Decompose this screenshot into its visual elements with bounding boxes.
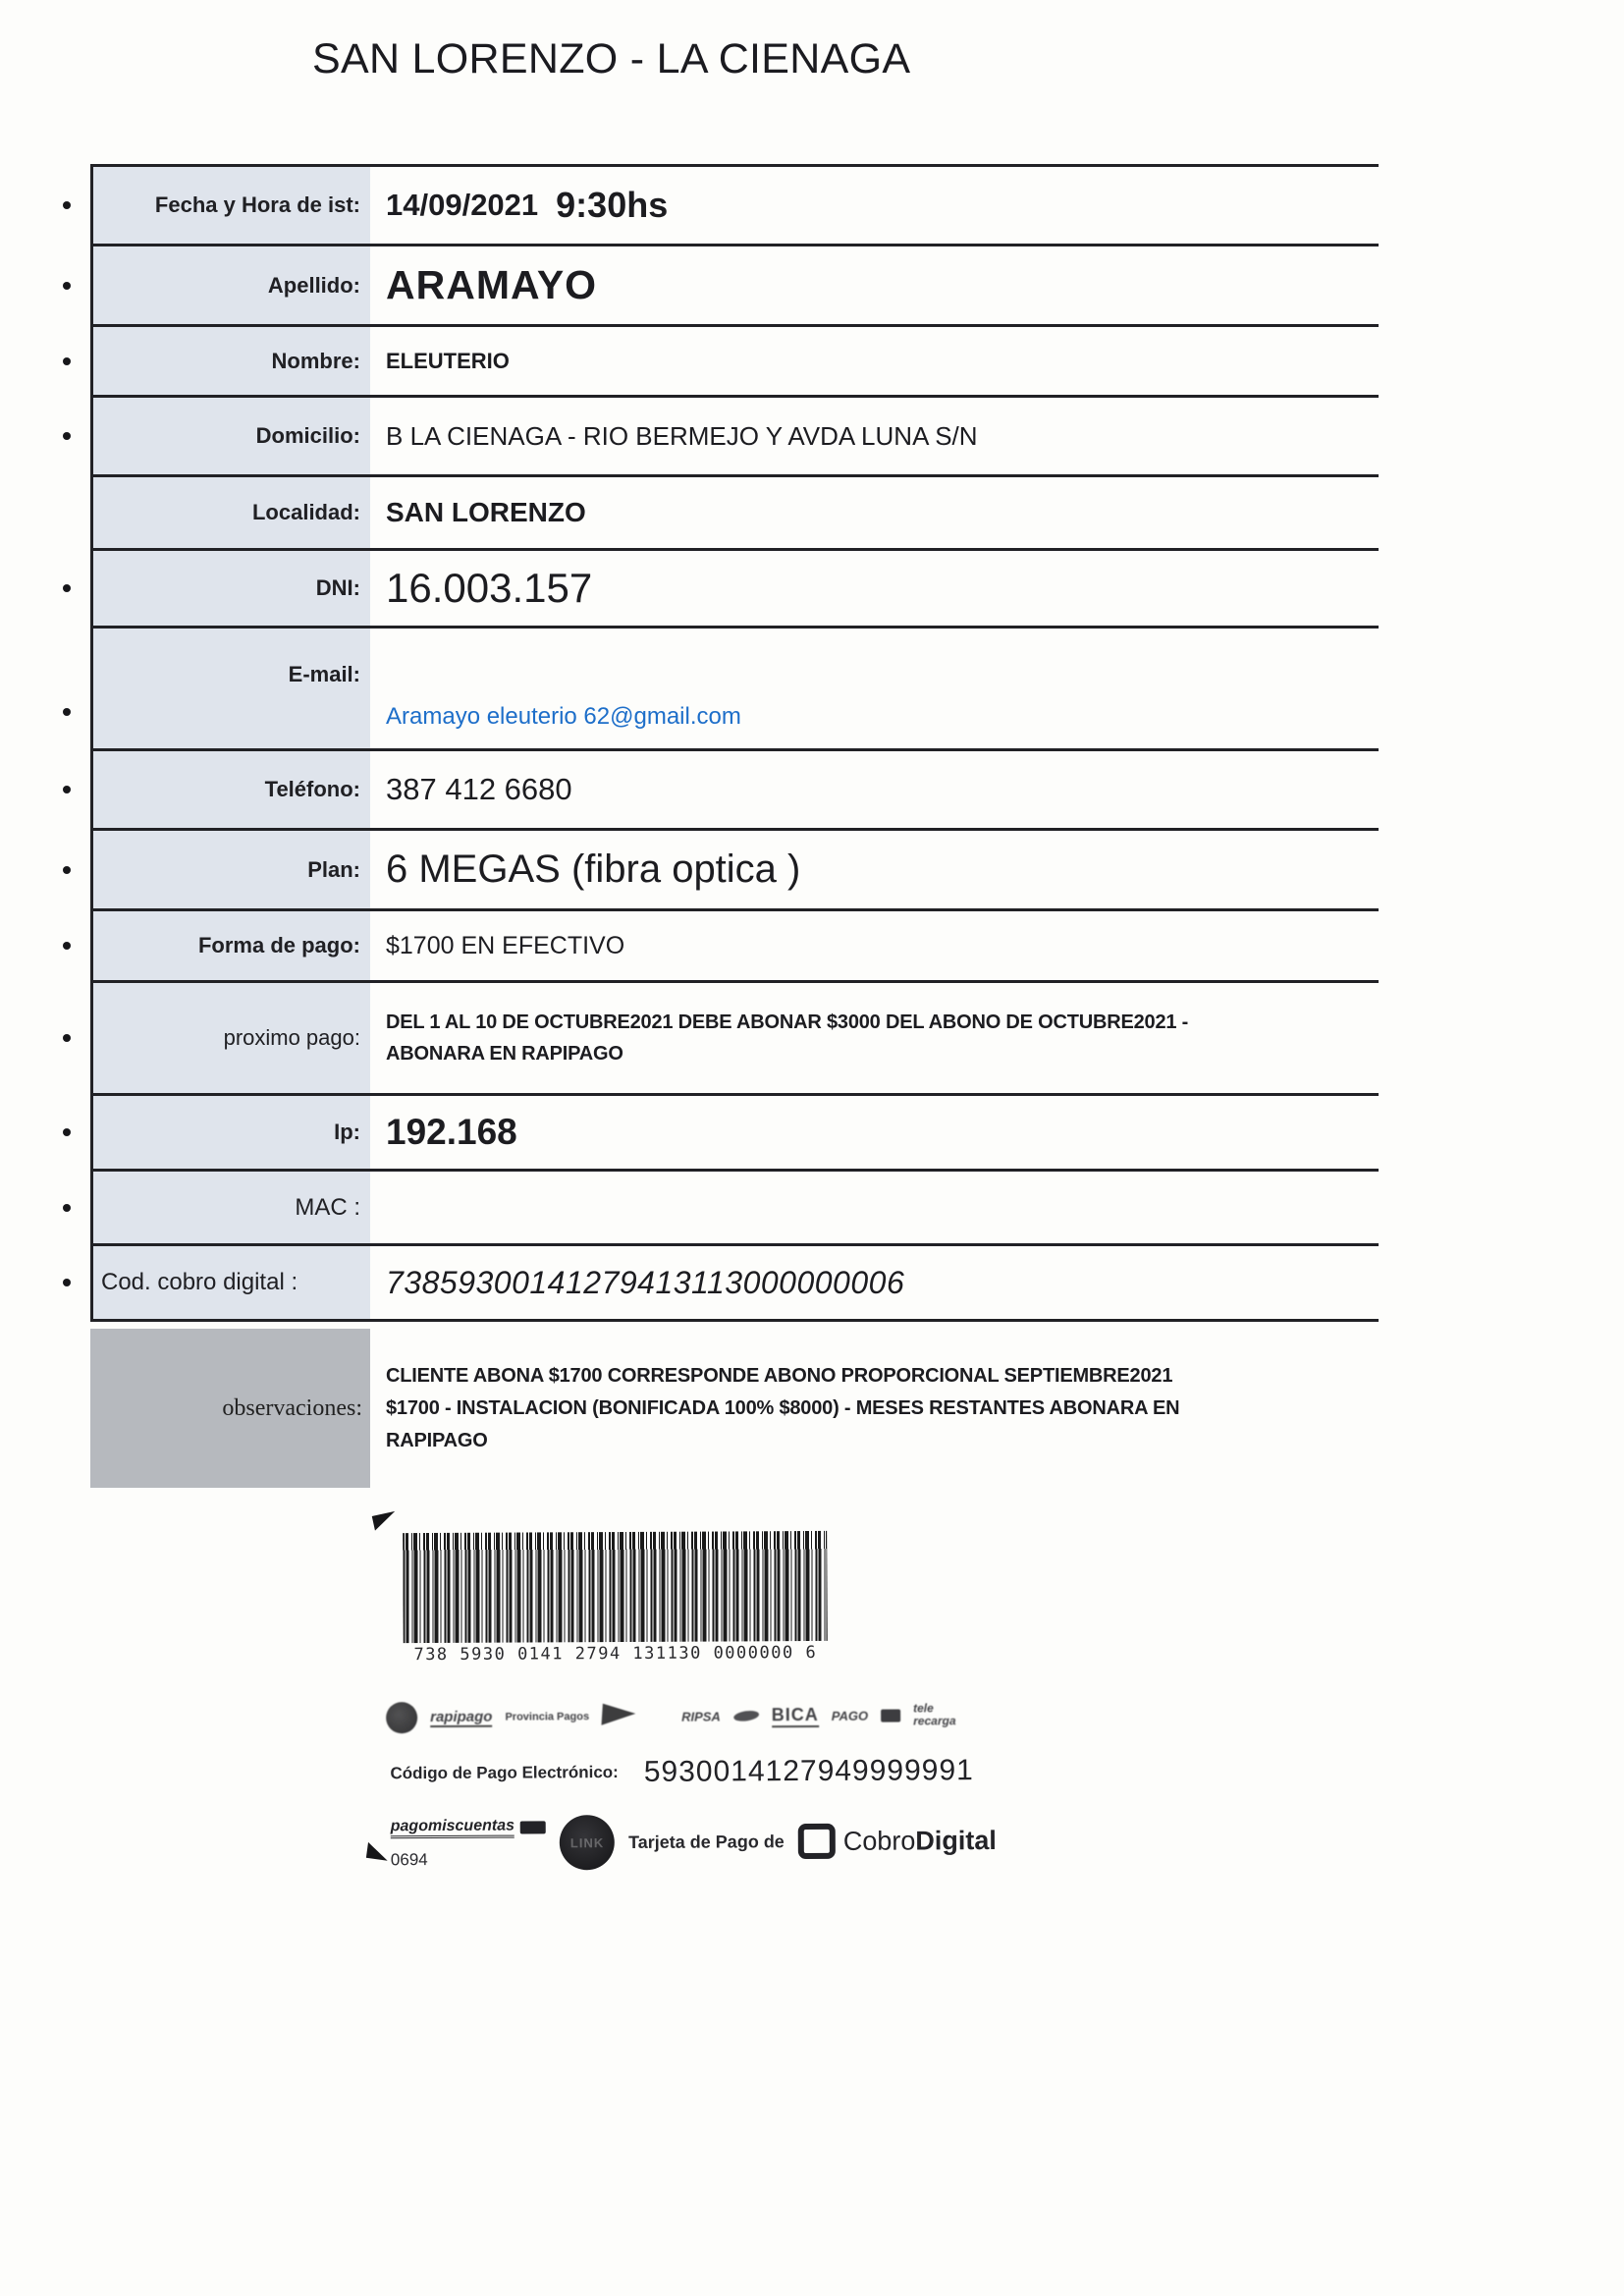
field-value-fecha (370, 167, 1379, 244)
swoosh-logo-icon (732, 1710, 759, 1723)
rapipago-logo: rapipago (430, 1708, 493, 1725)
field-value-text: ARAMAYO (386, 262, 598, 307)
field-value-cod-cobro (370, 1246, 1379, 1319)
form-row-email (93, 626, 1379, 748)
barcode (403, 1531, 828, 1643)
field-label-plan: Plan: (93, 831, 370, 908)
field-value-nombre (370, 327, 1379, 395)
payment-slip (367, 1509, 997, 1872)
form-row-nombre (93, 324, 1379, 395)
bullet-marker (63, 866, 71, 874)
form-row-proximo-pago (93, 980, 1379, 1093)
observaciones-block (90, 1329, 1379, 1488)
electronic-payment-code-row (390, 1754, 974, 1791)
ripsa-logo: RIPSA (681, 1708, 721, 1724)
field-value-text: 192.168 (386, 1112, 517, 1152)
field-label-fecha: Fecha y Hora de ist: (93, 167, 370, 244)
field-value-text: 16.003.157 (386, 565, 593, 611)
field-value-plan (370, 831, 1379, 908)
form-row-telefono (93, 748, 1379, 828)
bullet-marker (63, 708, 71, 716)
bullet-marker (63, 432, 71, 440)
field-value-email (370, 629, 1379, 748)
pagomiscuentas-logo: pagomiscuentas (391, 1817, 514, 1838)
document-title: SAN LORENZO - LA CIENAGA (312, 35, 911, 82)
cpe-label: Código de Pago Electrónico: (390, 1763, 619, 1783)
field-label-ip: Ip: (93, 1096, 370, 1169)
cobrodigital-text-b: Digital (915, 1825, 997, 1855)
customer-form-table (90, 164, 1379, 1322)
field-value-text: 73859300141279413113000000006 (386, 1264, 905, 1300)
arrow-logo-icon (601, 1704, 669, 1729)
field-value-ip (370, 1096, 1379, 1169)
bullet-marker (63, 584, 71, 592)
field-value-text: 14/09/2021 (386, 188, 539, 222)
form-row-plan (93, 828, 1379, 908)
bullet-marker (63, 201, 71, 209)
field-label-apellido: Apellido: (93, 246, 370, 324)
tarjeta-de-pago-text: Tarjeta de Pago de (628, 1831, 785, 1852)
slip-corner-mark-top-icon (372, 1511, 399, 1531)
field-value-text: ELEUTERIO (386, 348, 510, 373)
field-label-proximo-pago: proximo pago: (93, 983, 370, 1093)
field-value-apellido (370, 246, 1379, 324)
cpe-value: 5930014127949999991 (643, 1754, 974, 1788)
bullet-marker (63, 1279, 71, 1286)
field-value-text: B LA CIENAGA - RIO BERMEJO Y AVDA LUNA S/N (386, 420, 978, 451)
observaciones-value: CLIENTE ABONA $1700 CORRESPONDE ABONO PROPORCIONAL SEPTIEMBRE2021 $1700 - INSTALACION (BONIFICADA 100% $8000) - MESES RESTANTES ABONARA EN RAPIPAGO (386, 1364, 1180, 1451)
payment-networks-row (386, 1700, 956, 1734)
field-value-text: $1700 EN EFECTIVO (386, 931, 625, 959)
field-label-mac: MAC : (93, 1172, 370, 1243)
cobrodigital-text-a: Cobro (842, 1825, 916, 1856)
form-row-fecha (93, 164, 1379, 244)
bullet-marker (63, 282, 71, 290)
slip-corner-mark-bottom-icon (366, 1842, 390, 1861)
telerecarga-logo: tele recarga (913, 1701, 956, 1728)
field-value-text: SAN LORENZO (386, 497, 586, 527)
provincia-pagos-logo: Provincia Pagos (505, 1710, 590, 1723)
form-row-ip (93, 1093, 1379, 1169)
form-row-dni (93, 548, 1379, 626)
field-value-text: Aramayo eleuterio 62@gmail.com (386, 703, 741, 730)
circular-logo-icon (386, 1702, 417, 1733)
field-value-text: DEL 1 AL 10 DE OCTUBRE2021 DEBE ABONAR $3000 DEL ABONO DE OCTUBRE2021 - ABONARA EN RAPIPAGO (386, 1011, 1189, 1065)
form-row-cod-cobro (93, 1243, 1379, 1319)
field-value-dni (370, 551, 1379, 626)
field-label-localidad: Localidad: (93, 477, 370, 548)
slip-bottom-row (390, 1814, 997, 1872)
field-label-nombre: Nombre: (93, 327, 370, 395)
field-label-telefono: Teléfono: (93, 751, 370, 828)
link-logo: LINK (560, 1815, 615, 1870)
pagomiscuentas-box-icon (520, 1821, 546, 1833)
field-label-dni: DNI: (93, 551, 370, 626)
bullet-marker (63, 942, 71, 950)
bullet-marker (63, 1204, 71, 1212)
observaciones-label: observaciones: (90, 1329, 370, 1488)
pago-logo: PAGO (831, 1708, 869, 1723)
form-row-forma-pago (93, 908, 1379, 980)
cobrodigital-square-icon (798, 1824, 836, 1859)
bullet-marker (63, 1034, 71, 1042)
form-row-mac (93, 1169, 1379, 1243)
cobrodigital-logo (798, 1823, 997, 1859)
field-value-text: 6 MEGAS (fibra optica ) (386, 847, 801, 891)
form-row-domicilio (93, 395, 1379, 474)
field-value-domicilio (370, 398, 1379, 474)
bullet-marker (63, 1128, 71, 1136)
pagomiscuentas-block (391, 1817, 547, 1870)
dark-box-logo-icon (881, 1709, 900, 1722)
field-value-forma-pago (370, 911, 1379, 980)
field-value-localidad (370, 477, 1379, 548)
field-label-domicilio: Domicilio: (93, 398, 370, 474)
form-row-localidad (93, 474, 1379, 548)
field-value-mac (370, 1172, 1379, 1243)
slip-number: 0694 (390, 1849, 428, 1869)
field-value2-text: 9:30hs (556, 185, 669, 225)
field-value-text: 387 412 6680 (386, 772, 572, 806)
bullet-marker (63, 786, 71, 793)
bullet-marker (63, 357, 71, 365)
field-label-forma-pago: Forma de pago: (93, 911, 370, 980)
field-value-telefono (370, 751, 1379, 828)
form-row-apellido (93, 244, 1379, 324)
field-value-proximo-pago (370, 983, 1379, 1093)
field-label-email: E-mail: (93, 629, 370, 748)
field-label-cod-cobro: Cod. cobro digital : (93, 1246, 370, 1319)
barcode-number: 738 5930 0141 2794 131130 0000000 6 (413, 1642, 818, 1666)
bica-logo: BICA (772, 1704, 819, 1726)
